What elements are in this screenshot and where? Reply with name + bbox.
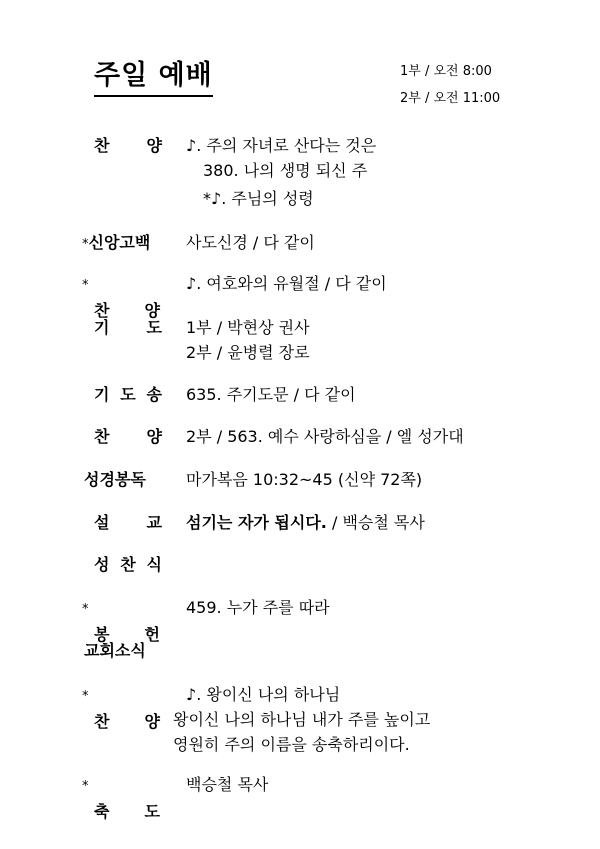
- service-times: [400, 58, 500, 112]
- order-label: [94, 552, 162, 577]
- standing-mark: *: [82, 602, 89, 617]
- label-char: 도: [120, 385, 136, 404]
- order-label: [94, 799, 160, 824]
- order-content: [173, 682, 431, 757]
- order-content: [186, 315, 310, 365]
- content-line: 1부 / 박현상 권사: [186, 318, 310, 337]
- order-content: [186, 467, 422, 492]
- label-char: 찬: [94, 712, 110, 731]
- sermon-title: 섬기는 자가 됩시다.: [186, 513, 327, 532]
- order-content: [186, 382, 356, 407]
- standing-mark: *: [82, 237, 89, 252]
- content-line: 2부 / 563. 예수 사랑하심을 / 엘 성가대: [186, 427, 464, 446]
- order-content: [186, 133, 376, 211]
- content-line: 백승철 목사: [186, 775, 269, 794]
- label-char: 양: [144, 301, 160, 320]
- label-char: 양: [144, 712, 160, 731]
- order-label: 성경봉독: [84, 470, 146, 489]
- order-content: [186, 230, 315, 255]
- label-char: 식: [146, 555, 162, 574]
- content-line: 2부 / 윤병렬 장로: [186, 343, 310, 362]
- content-line: ♪. 주의 자녀로 산다는 것은: [186, 136, 377, 155]
- page-title: 주일 예배: [94, 58, 213, 97]
- order-label: [94, 315, 162, 340]
- service-time-1: 1부 / 오전 8:00: [400, 64, 492, 79]
- sermon-preacher: / 백승철 목사: [326, 513, 425, 532]
- content-line: 459. 누가 주를 따라: [186, 598, 330, 617]
- label-char: 찬: [94, 427, 110, 446]
- content-line: 사도신경 / 다 같이: [186, 233, 315, 252]
- content-line: ♪. 왕이신 나의 하나님: [186, 685, 341, 704]
- label-char: 헌: [144, 625, 160, 644]
- order-label: 교회소식: [84, 641, 146, 660]
- label-char: 찬: [120, 555, 136, 574]
- label-char: 찬: [94, 301, 110, 320]
- service-time-2: 2부 / 오전 11:00: [400, 91, 501, 106]
- content-line: 380. 나의 생명 되신 주: [203, 161, 368, 180]
- content-line: *♪. 주님의 성령: [203, 189, 314, 208]
- order-content: [186, 510, 425, 535]
- standing-mark: *: [82, 779, 89, 794]
- order-content: [186, 271, 387, 296]
- label-char: 봉: [94, 625, 110, 644]
- label-char: 교: [146, 513, 162, 532]
- content-line: [186, 510, 425, 535]
- order-label: 신앙고백: [88, 233, 151, 252]
- label-char: 찬: [94, 136, 110, 155]
- label-char: 기: [94, 385, 110, 404]
- label-char: 양: [146, 427, 162, 446]
- order-label: [94, 424, 162, 449]
- order-content: [186, 424, 464, 449]
- standing-mark: *: [82, 278, 89, 293]
- content-line: 왕이신 나의 하나님 내가 주를 높이고: [173, 710, 431, 729]
- order-label: [94, 510, 162, 535]
- order-label: [94, 709, 160, 734]
- label-char: 도: [146, 318, 162, 337]
- label-char: 기: [94, 318, 110, 337]
- content-line: 마가복음 10:32~45 (신약 72쪽): [186, 470, 423, 489]
- label-char: 도: [144, 802, 160, 821]
- content-line: 영원히 주의 이름을 송축하리이다.: [173, 735, 410, 754]
- label-char: 설: [94, 513, 110, 532]
- content-line: 635. 주기도문 / 다 같이: [186, 385, 356, 404]
- order-content: [186, 595, 330, 620]
- order-label: [94, 382, 162, 407]
- label-char: 축: [94, 802, 110, 821]
- label-char: 성: [94, 555, 110, 574]
- order-label: [94, 133, 162, 158]
- label-char: 송: [146, 385, 162, 404]
- label-char: 양: [146, 136, 162, 155]
- standing-mark: *: [82, 689, 89, 704]
- content-line: ♪. 여호와의 유월절 / 다 같이: [186, 274, 387, 293]
- order-content: [186, 772, 268, 797]
